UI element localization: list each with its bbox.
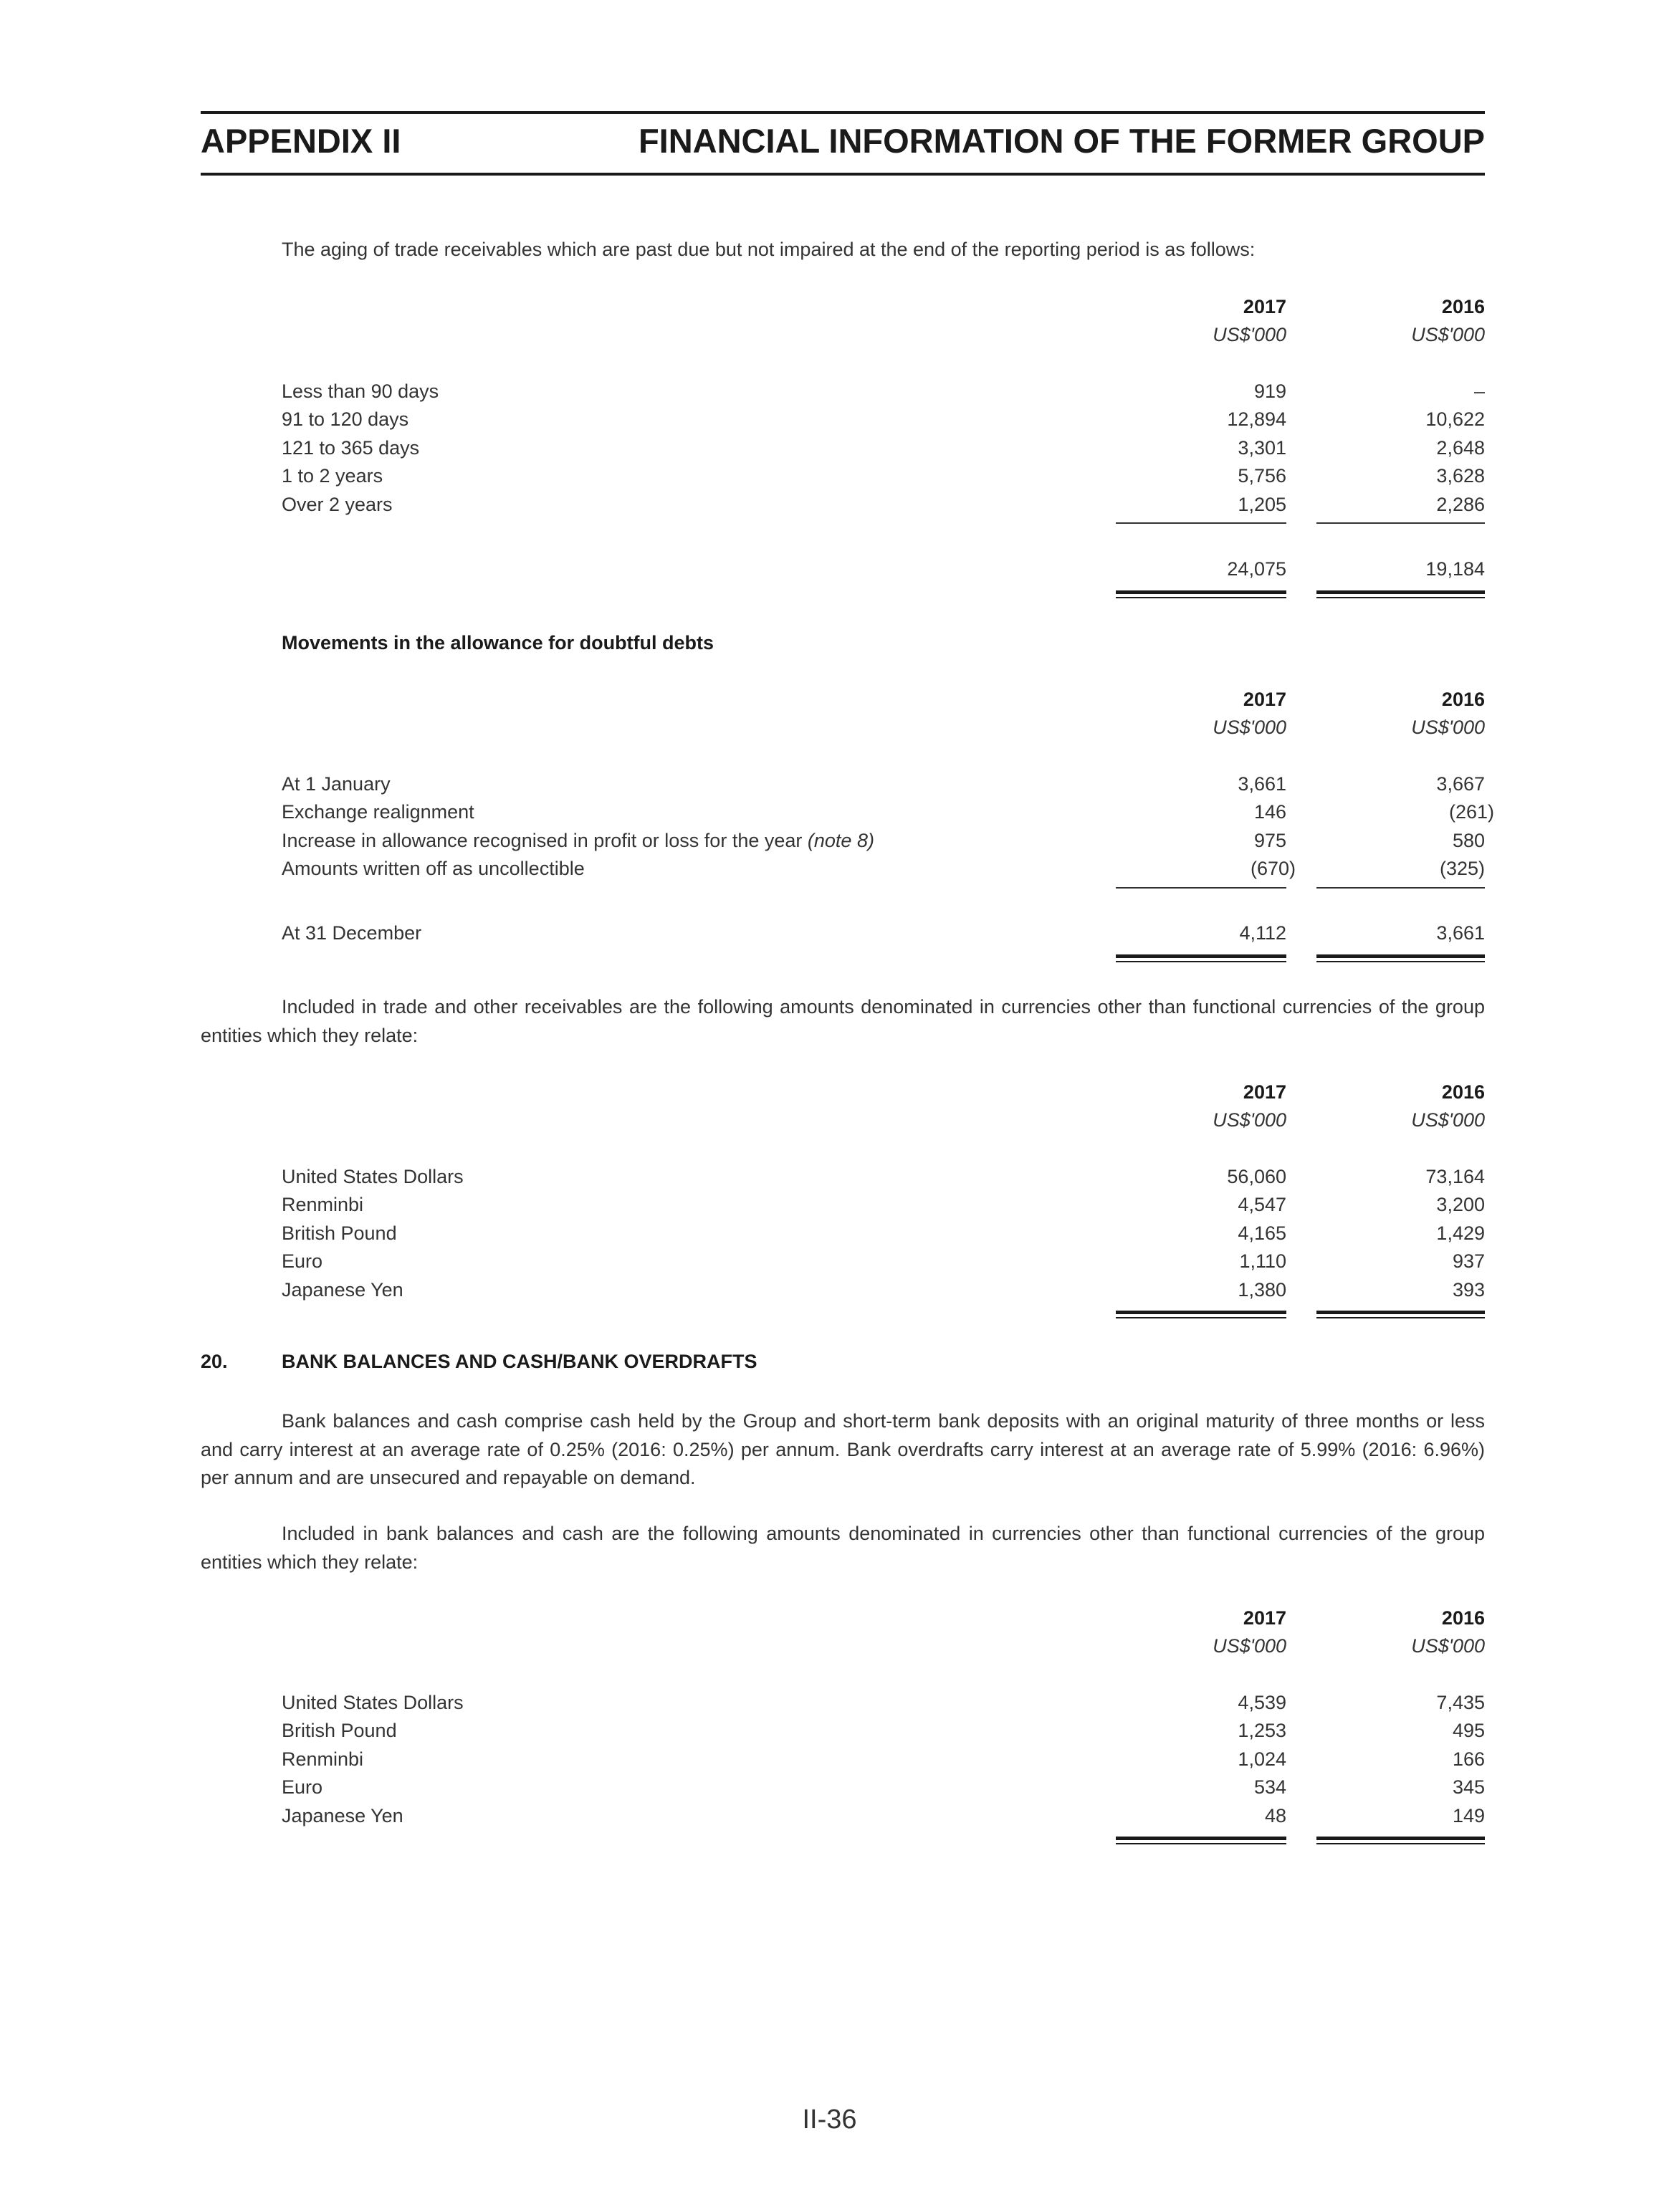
row-label: United States Dollars: [282, 1692, 464, 1713]
row-value-2016: 580: [1452, 830, 1485, 851]
row-value-2017: 4,165: [1238, 1222, 1286, 1244]
row-label-with-note: [282, 830, 874, 852]
col-header-2017: 2017: [1243, 1607, 1286, 1629]
row-value-2017: (670): [1250, 858, 1296, 879]
note-reference: (note 8): [807, 830, 874, 851]
row-label: Over 2 years: [282, 494, 393, 515]
aging-intro: The aging of trade receivables which are past due but not impaired at the end of the reporting period is as follows:: [282, 239, 1256, 260]
appendix-title: FINANCIAL INFORMATION OF THE FORMER GROUP: [638, 122, 1485, 160]
movements-heading: Movements in the allowance for doubtful debts: [282, 632, 714, 653]
row-label-text: Increase in allowance recognised in profit or loss for the year: [282, 830, 803, 851]
col-header-2017: 2017: [1243, 689, 1286, 710]
paragraph-text: Included in trade and other receivables are the following amounts denominated in currencies other than functional currencies of the group entities which they relate:: [201, 996, 1485, 1046]
subtotal-rule: [1116, 887, 1286, 889]
row-value-2016: 345: [1452, 1776, 1485, 1798]
total-double-rule: [1116, 1837, 1286, 1844]
row-label: Euro: [282, 1250, 323, 1272]
col-header-2017: 2017: [1243, 1081, 1286, 1103]
unit-2016: US$'000: [1411, 717, 1485, 738]
total-double-rule: [1116, 954, 1286, 962]
row-label: Euro: [282, 1776, 323, 1798]
row-label: British Pound: [282, 1720, 397, 1741]
bank-currency-paragraph: [201, 1520, 1485, 1576]
row-value-2017: 56,060: [1227, 1166, 1286, 1187]
row-value-2016: 166: [1452, 1748, 1485, 1770]
row-label: At 1 January: [282, 773, 391, 795]
row-value-2016: 937: [1452, 1250, 1485, 1272]
row-value-2017: 1,205: [1238, 494, 1286, 515]
row-value-2017: 919: [1253, 380, 1286, 402]
row-value-2016: 73,164: [1425, 1166, 1485, 1187]
row-value-2016: 495: [1452, 1720, 1485, 1741]
row-value-2016: 2,648: [1436, 437, 1485, 459]
unit-2017: US$'000: [1213, 324, 1286, 345]
row-value-2016: 149: [1452, 1805, 1485, 1826]
row-value-2016: 7,435: [1436, 1692, 1485, 1713]
row-value-2016: (261): [1448, 801, 1494, 823]
total-double-rule: [1316, 1311, 1485, 1318]
col-header-2016: 2016: [1441, 1607, 1485, 1629]
row-value-2017: 3,301: [1238, 437, 1286, 459]
col-header-2016: 2016: [1441, 689, 1485, 710]
row-value-2016: 3,628: [1436, 465, 1485, 487]
row-value-2016: 3,200: [1436, 1194, 1485, 1215]
page-number: II-36: [802, 2105, 857, 2135]
total-double-rule: [1116, 1311, 1286, 1318]
row-value-2017: 975: [1253, 830, 1286, 851]
row-label: 121 to 365 days: [282, 437, 420, 459]
total-label: At 31 December: [282, 922, 422, 944]
total-double-rule: [1316, 1837, 1485, 1844]
unit-2016: US$'000: [1411, 324, 1485, 345]
col-header-2016: 2016: [1441, 296, 1485, 317]
row-value-2017: 12,894: [1227, 408, 1286, 430]
row-label: Renminbi: [282, 1194, 364, 1215]
row-label: Exchange realignment: [282, 801, 474, 823]
unit-2017: US$'000: [1213, 1635, 1286, 1657]
row-value-2017: 146: [1253, 801, 1286, 823]
row-label: 91 to 120 days: [282, 408, 409, 430]
appendix-label: APPENDIX II: [201, 122, 401, 160]
section-title: BANK BALANCES AND CASH/BANK OVERDRAFTS: [282, 1351, 757, 1372]
row-label: Japanese Yen: [282, 1805, 403, 1826]
row-value-2017: 3,661: [1238, 773, 1286, 795]
row-value-2017: 4,539: [1238, 1692, 1286, 1713]
col-header-2016: 2016: [1441, 1081, 1485, 1103]
row-value-2016: 393: [1452, 1279, 1485, 1301]
row-value-2016: (325): [1439, 858, 1485, 879]
total-double-rule: [1316, 954, 1485, 962]
row-label: British Pound: [282, 1222, 397, 1244]
row-value-2017: 1,024: [1238, 1748, 1286, 1770]
row-value-2017: 1,380: [1238, 1279, 1286, 1301]
receivables-currency-paragraph: [201, 993, 1485, 1050]
total-2017: 24,075: [1227, 558, 1286, 580]
subtotal-rule: [1316, 887, 1485, 889]
row-value-2017: 1,110: [1239, 1250, 1286, 1272]
page-header: [201, 111, 1485, 176]
row-value-2016: –: [1473, 380, 1485, 402]
total-2017: 4,112: [1239, 922, 1286, 944]
row-label: United States Dollars: [282, 1166, 464, 1187]
row-value-2017: 1,253: [1238, 1720, 1286, 1741]
section-number: 20.: [201, 1351, 228, 1372]
row-label: Renminbi: [282, 1748, 364, 1770]
subtotal-rule: [1116, 522, 1286, 524]
total-double-rule: [1116, 590, 1286, 598]
row-label: Japanese Yen: [282, 1279, 403, 1301]
total-2016: 3,661: [1436, 922, 1485, 944]
row-label: Less than 90 days: [282, 380, 439, 402]
unit-2017: US$'000: [1213, 1109, 1286, 1131]
unit-2017: US$'000: [1213, 717, 1286, 738]
row-label: 1 to 2 years: [282, 465, 383, 487]
unit-2016: US$'000: [1411, 1635, 1485, 1657]
row-value-2016: 1,429: [1436, 1222, 1485, 1244]
subtotal-rule: [1316, 522, 1485, 524]
row-value-2017: 5,756: [1238, 465, 1286, 487]
unit-2016: US$'000: [1411, 1109, 1485, 1131]
total-2016: 19,184: [1425, 558, 1485, 580]
row-value-2017: 4,547: [1238, 1194, 1286, 1215]
row-value-2016: 2,286: [1436, 494, 1485, 515]
row-value-2016: 10,622: [1425, 408, 1485, 430]
row-value-2017: 48: [1264, 1805, 1286, 1826]
paragraph-text: Included in bank balances and cash are the following amounts denominated in currencies other than functional currencies of the group entities which they relate:: [201, 1523, 1485, 1573]
row-value-2017: 534: [1253, 1776, 1286, 1798]
row-label: Amounts written off as uncollectible: [282, 858, 585, 879]
paragraph-text: Bank balances and cash comprise cash held by the Group and short-term bank deposits with an original maturity of three months or less and carry interest at an average rate of 0.25% (2016: 0.25%) per annum. Bank overdrafts carry interest at an average rate of 5.99% (2016: 6.96%) per annum and are unsecured and repayable on demand.: [201, 1410, 1485, 1488]
total-double-rule: [1316, 590, 1485, 598]
bank-balances-paragraph: [201, 1407, 1485, 1493]
col-header-2017: 2017: [1243, 296, 1286, 317]
row-value-2016: 3,667: [1436, 773, 1485, 795]
